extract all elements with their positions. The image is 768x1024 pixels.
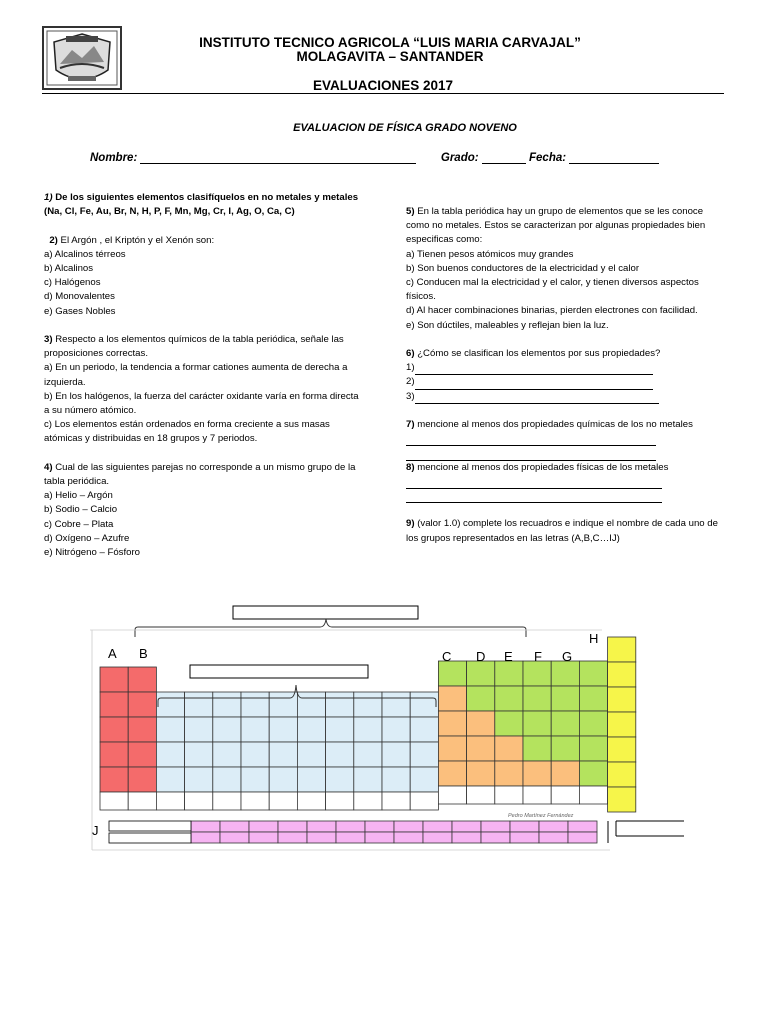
table-cell bbox=[156, 742, 184, 767]
table-cell bbox=[551, 661, 579, 686]
table-cell bbox=[438, 761, 466, 786]
table-cell bbox=[269, 717, 297, 742]
table-cell bbox=[495, 686, 523, 711]
student-info-line bbox=[90, 152, 659, 164]
table-cell bbox=[354, 742, 382, 767]
table-cell bbox=[467, 711, 495, 736]
answer-line-3[interactable]: 3) bbox=[406, 390, 721, 404]
group-letter-h: H bbox=[589, 631, 599, 646]
group-name-box-top[interactable] bbox=[233, 606, 418, 619]
table-cell bbox=[354, 717, 382, 742]
table-cell bbox=[326, 717, 354, 742]
table-cell bbox=[579, 661, 607, 686]
option: c) Halógenos bbox=[44, 277, 101, 289]
table-cell bbox=[269, 767, 297, 792]
table-cell bbox=[382, 792, 410, 810]
table-cell bbox=[185, 767, 213, 792]
table-cell bbox=[241, 717, 269, 742]
question-4: 4) Cual de las siguientes parejas no corresponde a un mismo grupo de la tabla periódica. bbox=[44, 461, 356, 488]
questions-left-column bbox=[44, 191, 362, 560]
table-cell bbox=[551, 711, 579, 736]
table-cell bbox=[551, 736, 579, 761]
table-cell bbox=[608, 712, 636, 737]
table-cell bbox=[467, 761, 495, 786]
table-cell bbox=[579, 786, 607, 804]
table-cell bbox=[495, 786, 523, 804]
name-label: Nombre: bbox=[90, 152, 138, 164]
table-cell bbox=[191, 821, 220, 832]
table-cell bbox=[297, 742, 325, 767]
table-cell bbox=[410, 692, 438, 717]
evaluations-year: EVALUACIONES 2017 bbox=[312, 78, 454, 93]
table-cell bbox=[336, 832, 365, 843]
table-cell bbox=[156, 767, 184, 792]
table-cell bbox=[213, 767, 241, 792]
option: b) Alcalinos bbox=[44, 263, 94, 274]
questions-right-column bbox=[406, 205, 721, 546]
table-cell bbox=[191, 832, 220, 843]
table-cell bbox=[297, 767, 325, 792]
table-cell bbox=[307, 821, 336, 832]
group-letter-d: D bbox=[476, 649, 486, 664]
table-cell bbox=[128, 792, 156, 810]
table-cell bbox=[278, 821, 307, 832]
table-cell bbox=[241, 792, 269, 810]
table-cell bbox=[539, 832, 568, 843]
table-cell bbox=[523, 761, 551, 786]
table-cell bbox=[438, 711, 466, 736]
table-cell bbox=[326, 692, 354, 717]
group-letter-j: J bbox=[92, 823, 99, 838]
option: d) Monovalentes bbox=[44, 291, 115, 303]
question-1: 1) De los siguientes elementos clasifíquelos en no metales y metales (Na, Cl, Fe, Au, Br, N, H, P, F, Mn, Mg, Cr, I, Ag, O, Ca, C) bbox=[44, 192, 359, 218]
option: d) Al hacer combinaciones binarias, pierden electrones con facilidad. bbox=[406, 305, 698, 317]
table-cell bbox=[539, 821, 568, 832]
table-cell bbox=[278, 832, 307, 843]
table-cell bbox=[269, 792, 297, 810]
table-cell bbox=[382, 717, 410, 742]
table-cell bbox=[410, 767, 438, 792]
table-cell bbox=[608, 762, 636, 787]
table-cell bbox=[551, 786, 579, 804]
table-cell bbox=[394, 832, 423, 843]
table-cell bbox=[100, 767, 128, 792]
table-cell bbox=[551, 686, 579, 711]
option: a) Alcalinos térreos bbox=[44, 248, 126, 260]
table-cell bbox=[423, 832, 452, 843]
question-8: 8) mencione al menos dos propiedades físicas de los metales bbox=[406, 461, 669, 473]
table-cell bbox=[249, 832, 278, 843]
table-cell bbox=[523, 786, 551, 804]
brace-top bbox=[135, 619, 526, 637]
table-cell bbox=[467, 686, 495, 711]
table-cell bbox=[481, 832, 510, 843]
table-cell bbox=[608, 787, 636, 812]
table-cell bbox=[510, 821, 539, 832]
table-cell bbox=[495, 711, 523, 736]
table-cell bbox=[523, 736, 551, 761]
group-letter-c: C bbox=[442, 649, 452, 664]
table-cell bbox=[326, 767, 354, 792]
table-cell bbox=[523, 711, 551, 736]
table-cell bbox=[354, 767, 382, 792]
table-cell bbox=[185, 717, 213, 742]
table-cell bbox=[608, 737, 636, 762]
table-cell bbox=[156, 692, 184, 717]
table-cell bbox=[510, 832, 539, 843]
group-letter-e: E bbox=[504, 649, 513, 664]
table-cell bbox=[297, 717, 325, 742]
grade-label: Grado: bbox=[440, 152, 479, 164]
table-cell bbox=[423, 821, 452, 832]
table-cell bbox=[365, 832, 394, 843]
group-letter-f: F bbox=[534, 649, 542, 664]
table-cell bbox=[213, 692, 241, 717]
table-cell bbox=[438, 786, 466, 804]
option: d) Oxígeno – Azufre bbox=[44, 532, 130, 544]
question-2: 2) El Argón , el Kriptón y el Xenón son: bbox=[49, 234, 215, 246]
option: a) Helio – Argón bbox=[44, 490, 113, 502]
table-cell bbox=[100, 667, 128, 692]
table-cell bbox=[467, 661, 495, 686]
table-cell bbox=[495, 661, 523, 686]
name-blank[interactable] bbox=[140, 152, 416, 164]
table-cell bbox=[241, 692, 269, 717]
option: b) Sodio – Calcio bbox=[44, 504, 118, 516]
table-cell bbox=[495, 736, 523, 761]
table-cell bbox=[354, 792, 382, 810]
table-cell bbox=[481, 821, 510, 832]
option: c) Los elementos están ordenados en forma creciente a sus masas atómicas y distribuidas en 18 grupos y 7 periodos. bbox=[44, 419, 330, 445]
table-cell bbox=[326, 792, 354, 810]
table-cell bbox=[213, 792, 241, 810]
question-6: 6) ¿Cómo se clasifican los elementos por sus propiedades? bbox=[406, 348, 661, 360]
answer-line[interactable] bbox=[406, 432, 721, 446]
header-divider bbox=[42, 93, 724, 94]
table-cell bbox=[394, 821, 423, 832]
table-cell bbox=[241, 767, 269, 792]
series-name-box-1[interactable] bbox=[109, 821, 191, 831]
table-cell bbox=[579, 736, 607, 761]
option: e) Nitrógeno – Fósforo bbox=[44, 547, 140, 559]
table-cell bbox=[467, 736, 495, 761]
table-cell bbox=[608, 687, 636, 712]
table-cell bbox=[568, 832, 597, 843]
table-cell bbox=[100, 692, 128, 717]
group-letter-g: G bbox=[562, 649, 573, 664]
group-letter-b: B bbox=[139, 646, 148, 661]
school-location: MOLAGAVITA – SANTANDER bbox=[296, 49, 484, 64]
table-cell bbox=[382, 692, 410, 717]
answer-line-1[interactable]: 1) bbox=[406, 361, 721, 375]
group-name-box-middle[interactable] bbox=[190, 665, 368, 678]
table-cell bbox=[568, 821, 597, 832]
table-cell bbox=[297, 792, 325, 810]
table-cell bbox=[128, 767, 156, 792]
question-3: 3) Respecto a los elementos químicos de la tabla periódica, señale las proposiciones correctas. bbox=[44, 334, 344, 360]
table-cell bbox=[220, 821, 249, 832]
table-cell bbox=[156, 792, 184, 810]
table-cell bbox=[100, 742, 128, 767]
table-cell bbox=[495, 761, 523, 786]
table-cell bbox=[382, 742, 410, 767]
date-blank[interactable] bbox=[569, 152, 659, 164]
table-cell bbox=[269, 742, 297, 767]
group-letter-a: A bbox=[108, 646, 117, 661]
table-cell bbox=[100, 792, 128, 810]
table-cell bbox=[128, 717, 156, 742]
exam-title: EVALUACION DE FÍSICA GRADO NOVENO bbox=[293, 122, 517, 134]
grade-blank[interactable] bbox=[482, 152, 526, 164]
option: c) Conducen mal la electricidad y el calor, y tienen diversos aspectos físicos. bbox=[406, 277, 699, 303]
table-cell bbox=[579, 686, 607, 711]
date-label: Fecha: bbox=[529, 152, 567, 164]
table-cell bbox=[220, 832, 249, 843]
option: e) Son dúctiles, maleables y reflejan bien la luz. bbox=[406, 319, 609, 331]
option: b) Son buenos conductores de la electricidad y el calor bbox=[406, 262, 640, 274]
option: c) Cobre – Plata bbox=[44, 518, 114, 530]
table-cell bbox=[579, 761, 607, 786]
option: b) En los halógenos, la fuerza del carácter oxidante varía en forma directa a su número atómico. bbox=[44, 390, 359, 417]
table-cell bbox=[467, 786, 495, 804]
table-cell bbox=[608, 662, 636, 687]
table-cell bbox=[128, 692, 156, 717]
table-cell bbox=[326, 742, 354, 767]
answer-line[interactable] bbox=[406, 475, 721, 489]
table-cell bbox=[213, 742, 241, 767]
table-cell bbox=[452, 832, 481, 843]
table-cell bbox=[128, 742, 156, 767]
table-cell bbox=[185, 792, 213, 810]
table-cell bbox=[410, 742, 438, 767]
table-cell bbox=[241, 742, 269, 767]
school-name: INSTITUTO TECNICO AGRICOLA “LUIS MARIA CARVAJAL” bbox=[199, 35, 581, 50]
table-cell bbox=[410, 717, 438, 742]
table-cell bbox=[523, 661, 551, 686]
table-cell bbox=[185, 692, 213, 717]
table-cell bbox=[185, 742, 213, 767]
table-cell bbox=[438, 736, 466, 761]
table-cell bbox=[213, 717, 241, 742]
question-5: 5) En la tabla periódica hay un grupo de elementos que se les conoce como no metales. Estos se caracterizan por algunas propiedades bien especificas como: bbox=[406, 206, 706, 246]
table-cell bbox=[128, 667, 156, 692]
table-cell bbox=[579, 711, 607, 736]
table-cell bbox=[551, 761, 579, 786]
table-cell bbox=[438, 661, 466, 686]
table-cell bbox=[410, 792, 438, 810]
option: a) Tienen pesos atómicos muy grandes bbox=[406, 248, 574, 260]
question-7: 7) mencione al menos dos propiedades químicas de los no metales bbox=[406, 419, 693, 431]
table-cell bbox=[249, 821, 278, 832]
table-cell bbox=[365, 821, 394, 832]
table-cell bbox=[100, 717, 128, 742]
question-9: 9) (valor 1.0) complete los recuadros e indique el nombre de cada uno de los grupos representados en las letras (A,B,C…IJ) bbox=[406, 518, 718, 544]
answer-line[interactable] bbox=[406, 489, 721, 503]
table-cell bbox=[608, 637, 636, 662]
option: a) En un periodo, la tendencia a formar cationes aumenta de derecha a izquierda. bbox=[44, 362, 348, 388]
table-cell bbox=[438, 686, 466, 711]
table-cell bbox=[382, 767, 410, 792]
option: e) Gases Nobles bbox=[44, 305, 116, 317]
periodic-table-diagram bbox=[90, 605, 690, 855]
series-name-box-2[interactable] bbox=[109, 833, 191, 843]
answer-line-2[interactable]: 2) bbox=[406, 375, 721, 389]
table-cell bbox=[297, 692, 325, 717]
table-cell bbox=[156, 717, 184, 742]
table-cell bbox=[354, 692, 382, 717]
table-cell bbox=[336, 821, 365, 832]
answer-line[interactable] bbox=[406, 446, 721, 460]
table-cell bbox=[307, 832, 336, 843]
image-credit: Pedro Martínez Fernández bbox=[508, 813, 574, 819]
table-cell bbox=[523, 686, 551, 711]
table-cell bbox=[452, 821, 481, 832]
